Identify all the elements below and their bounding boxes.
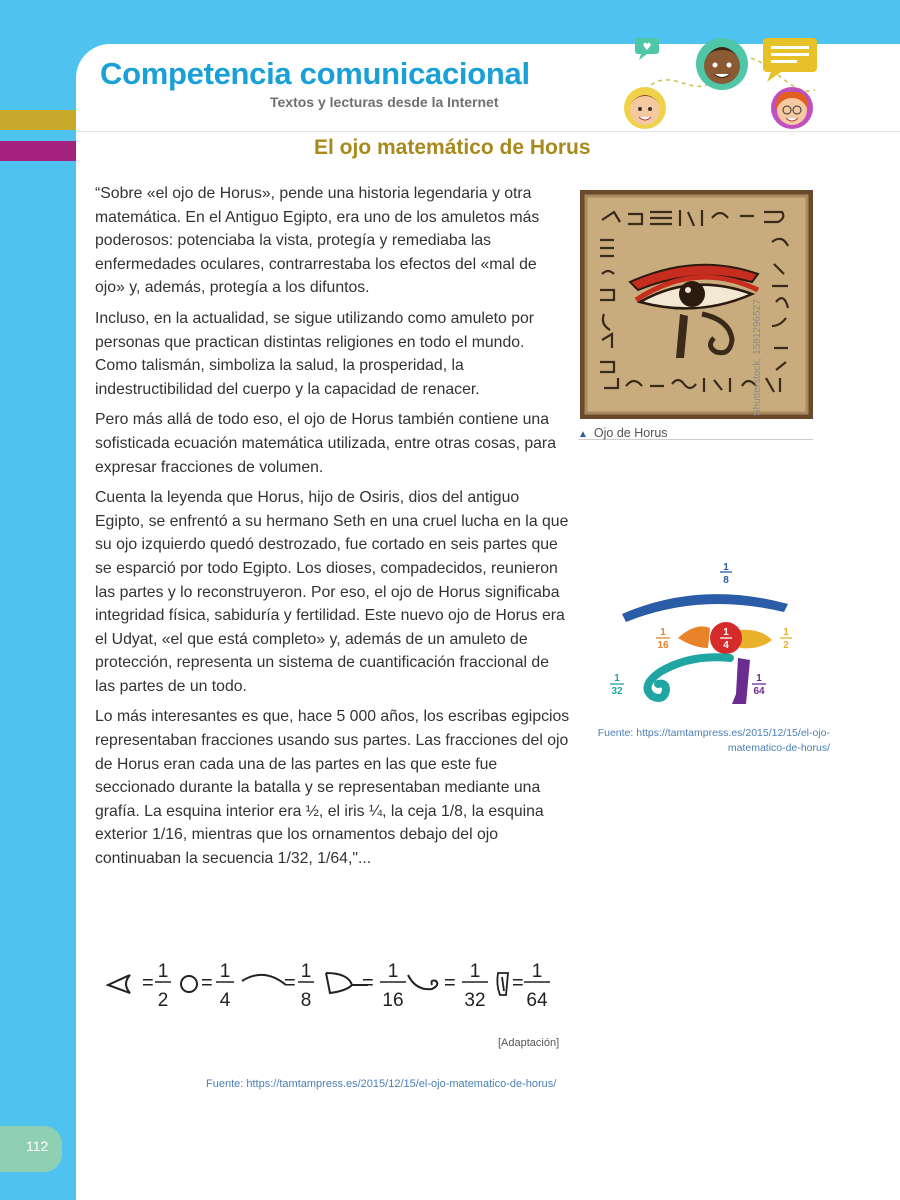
eyebrow-fraction-den: 8 — [723, 575, 729, 586]
fraction-num: 1 — [387, 961, 399, 982]
paragraph: Cuenta la leyenda que Horus, hijo de Osiris, dios del antiguo Egipto, se enfrentó a su hermano Seth en una cruel lucha en la que su ojo izquierdo quedó destrozado, fue cortado en seis partes que se esparció por todo Egipto. Los dioses, compadecidos, reunieron las partes y lo reconstruyeron. Por eso, el ojo de Horus significaba integridad física, sabiduría y fertilidad. Este nuevo ojo de Horus era el Udyat, «el que está completo» y, además de un amuleto de protección, representa un sistema de cuantificación fraccional de las partes de un todo. — [95, 489, 569, 695]
paragraph: Lo más interesantes es que, hace 5 000 años, los escribas egipcios representaban fracciones usando sus partes. Las fracciones del ojo de Horus eran cada una de las partes en las que este fue seccionado durante la batalla y se representaban mediante una grafía. La esquina interior era ½, el iris ¼, la ceja 1/8, la esquina exterior 1/16, mientras que los ornamentos debajo del ojo continuaban la secuencia 1/32, 1/64,"... — [95, 708, 570, 868]
section-title: El ojo matemático de Horus — [314, 136, 591, 159]
fraction-den: 32 — [464, 990, 486, 1011]
article-body — [95, 182, 570, 878]
spiral-fraction-num: 1 — [614, 673, 620, 684]
girl-face-icon — [771, 87, 813, 129]
left-color-band — [0, 0, 76, 1200]
outer-corner-fraction-den: 16 — [657, 640, 669, 651]
eyebrow-part — [622, 594, 788, 622]
svg-text:♥: ♥ — [642, 42, 652, 53]
page-number: 112 — [26, 1138, 49, 1154]
spiral-fraction-den: 32 — [611, 686, 623, 697]
stem-glyph — [497, 973, 508, 995]
fraction-den: 4 — [219, 990, 231, 1011]
fraction-num: 1 — [300, 961, 312, 982]
photo-caption — [578, 426, 813, 440]
iris-fraction-den: 4 — [723, 640, 729, 651]
outer-corner-fraction-num: 1 — [660, 627, 666, 638]
page-title: Competencia comunicacional — [100, 56, 530, 91]
fraction-num: 1 — [469, 961, 481, 982]
equals-sign: = — [201, 972, 213, 994]
spiral-part — [648, 657, 731, 698]
photo-credit: Shutterstock, 1581296527 — [752, 299, 763, 416]
header-divider — [76, 131, 900, 132]
outer-corner-part — [678, 626, 710, 648]
fraction-den: 64 — [526, 990, 548, 1011]
spiral-glyph — [408, 975, 437, 989]
inner-corner-fraction-num: 1 — [783, 627, 789, 638]
stem-part — [732, 658, 750, 704]
boy-face-icon — [696, 38, 748, 90]
chat-bubble-lines-icon — [763, 38, 817, 82]
inner-corner-fraction-den: 2 — [783, 640, 789, 651]
eyebrow-fraction-num: 1 — [723, 562, 729, 573]
eye-of-horus-photo — [580, 190, 813, 419]
gold-tab-marker — [0, 110, 76, 130]
fraction-num: 1 — [531, 961, 543, 982]
fraction-glyph-row — [100, 955, 560, 1015]
equals-sign: = — [142, 972, 154, 994]
paragraph: Incluso, en la actualidad, se sigue utilizando como amuleto por personas que practican distintas religiones en todo el mundo. Como talismán, simboliza la salud, la prosperidad, la indestructibilidad del cuerpo y la capacidad de renacer. — [95, 309, 535, 398]
iris-glyph — [181, 976, 197, 992]
fraction-num: 1 — [157, 961, 169, 982]
fraction-den: 16 — [382, 990, 404, 1011]
inner-corner-glyph — [108, 975, 130, 993]
paragraph: Pero más allá de todo eso, el ojo de Horus también contiene una sofisticada ecuación matemática utilizada, entre otras cosas, para expresar fracciones de volumen. — [95, 411, 556, 476]
fraction-den: 8 — [300, 990, 312, 1011]
chat-bubble-heart-icon — [635, 38, 659, 60]
equals-sign: = — [284, 972, 296, 994]
caption-triangle-icon: ▲ — [578, 429, 588, 440]
kids-illustration — [615, 30, 825, 130]
magenta-tab-marker — [0, 141, 76, 161]
horus-fraction-diagram — [600, 562, 810, 712]
caption-text: Ojo de Horus — [593, 426, 668, 440]
stem-fraction-num: 1 — [756, 673, 762, 684]
inner-corner-part — [740, 630, 772, 649]
page-subtitle: Textos y lecturas desde la Internet — [270, 94, 499, 110]
equals-sign: = — [362, 972, 374, 994]
paragraph: “Sobre «el ojo de Horus», pende una historia legendaria y otra matemática. En el Antiguo Egipto, era uno de los amuletos más poderosos: potenciaba la vista, protegía y remediaba las enfermedades oculares, contrarrestaba los efectos del «mal de ojo» y, además, protegía a los difuntos. — [95, 185, 540, 297]
equals-sign: = — [444, 972, 456, 994]
equals-sign: = — [512, 972, 524, 994]
diagram-source-link[interactable]: Fuente: https://tamtampress.es/2015/12/15/el-ojo-matematico-de-horus/ — [597, 727, 830, 754]
child-face-icon — [624, 87, 666, 129]
bottom-source-link[interactable]: Fuente: https://tamtampress.es/2015/12/15/el-ojo-matematico-de-horus/ — [206, 1078, 557, 1090]
stem-fraction-den: 64 — [753, 686, 765, 697]
adaptation-note: [Adaptación] — [498, 1037, 560, 1049]
eyebrow-glyph — [242, 975, 286, 985]
fraction-num: 1 — [219, 961, 231, 982]
fraction-den: 2 — [157, 990, 169, 1011]
iris-fraction-num: 1 — [723, 627, 729, 638]
